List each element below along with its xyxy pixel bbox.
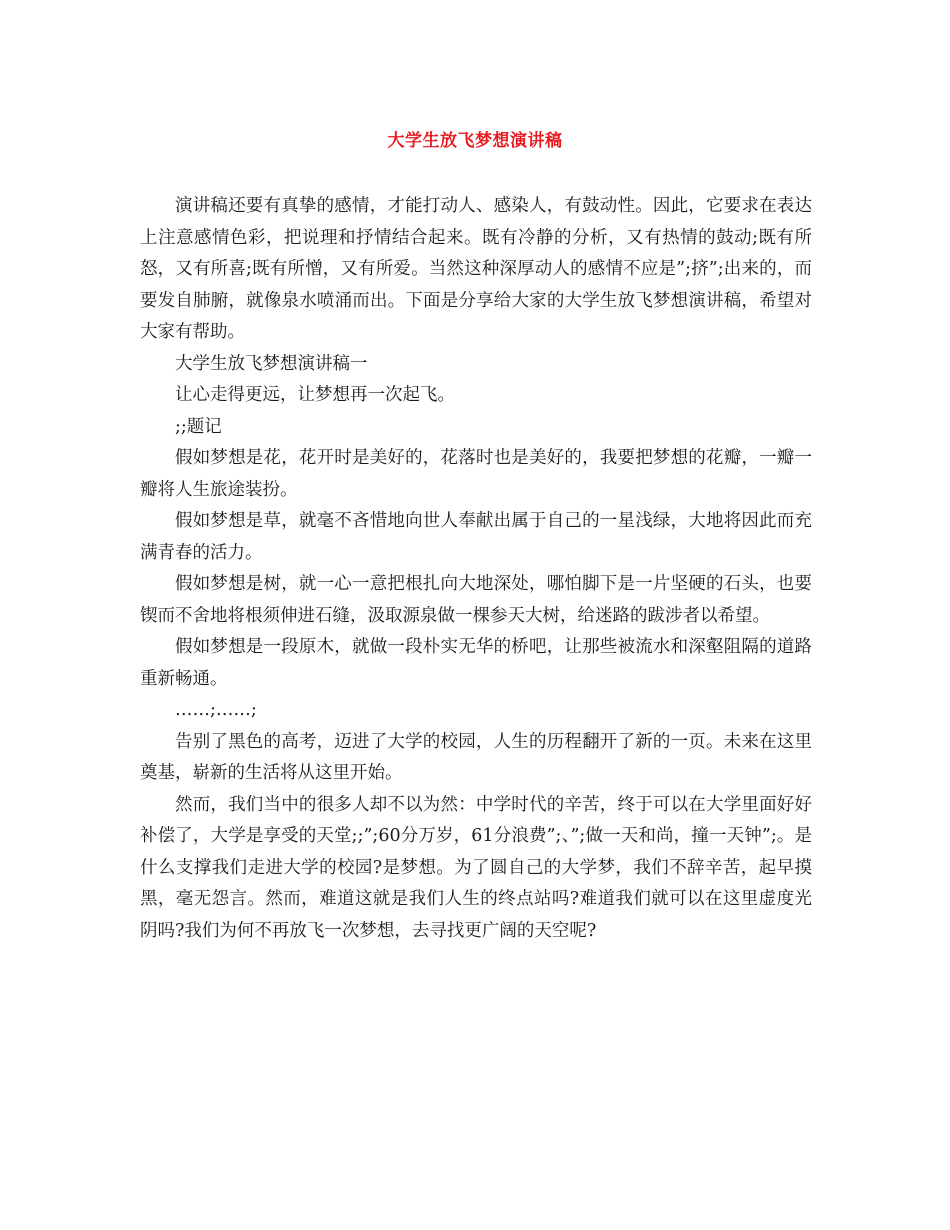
paragraph-log: 假如梦想是一段原木，就做一段朴实无华的桥吧，让那些被流水和深壑阻隔的道路重新畅通。 xyxy=(140,637,812,689)
section-heading: 大学生放飞梦想演讲稿一 xyxy=(175,353,368,374)
paragraph-however: 然而，我们当中的很多人却不以为然：中学时代的辛苦，终于可以在大学里面好好补偿了，大学是享受的天堂;;”;60分万岁，61分浪费”;、”;做一天和尚，撞一天钟”;。是什么支撑我们走进大学的校园?是梦想。为了圆自己的大学梦，我们不辞辛苦，起早摸黑，毫无怨言。然而，难道这就是我们人生的终点站吗?难道我们就可以在这里虚度光阴吗?我们为何不再放飞一次梦想，去寻找更广阔的天空呢? xyxy=(140,794,812,941)
paragraph-epigraph: 让心走得更远，让梦想再一次起飞。 xyxy=(175,385,455,405)
paragraph-flower: 假如梦想是花，花开时是美好的，花落时也是美好的，我要把梦想的花瓣，一瓣一瓣将人生旅途装扮。 xyxy=(140,448,812,500)
paragraph-college: 告别了黑色的高考，迈进了大学的校园，人生的历程翻开了新的一页。未来在这里奠基，崭新的生活将从这里开始。 xyxy=(140,731,812,783)
paragraph-epigraph-attribution: ;;题记 xyxy=(175,416,222,437)
document-title: 大学生放飞梦想演讲稿 xyxy=(387,131,563,151)
document-body xyxy=(140,191,812,947)
paragraph-grass: 假如梦想是草，就毫不吝惜地向世人奉献出属于自己的一星浅绿，大地将因此而充满青春的活力。 xyxy=(140,511,812,563)
paragraph-intro: 演讲稿还要有真挚的感情，才能打动人、感染人，有鼓动性。因此，它要求在表达上注意感情色彩，把说理和抒情结合起来。既有冷静的分析，又有热情的鼓动;既有所怒，又有所喜;既有所憎，又有所爱。当然这种深厚动人的感情不应是”;挤”;出来的，而要发自肺腑，就像泉水喷涌而出。下面是分享给大家的大学生放飞梦想演讲稿，希望对大家有帮助。 xyxy=(140,196,812,342)
paragraph-tree: 假如梦想是树，就一心一意把根扎向大地深处，哪怕脚下是一片坚硬的石头，也要锲而不舍地将根须伸进石缝，汲取源泉做一棵参天大树，给迷路的跋涉者以希望。 xyxy=(140,574,812,626)
paragraph-ellipsis: ……;……; xyxy=(175,700,257,720)
